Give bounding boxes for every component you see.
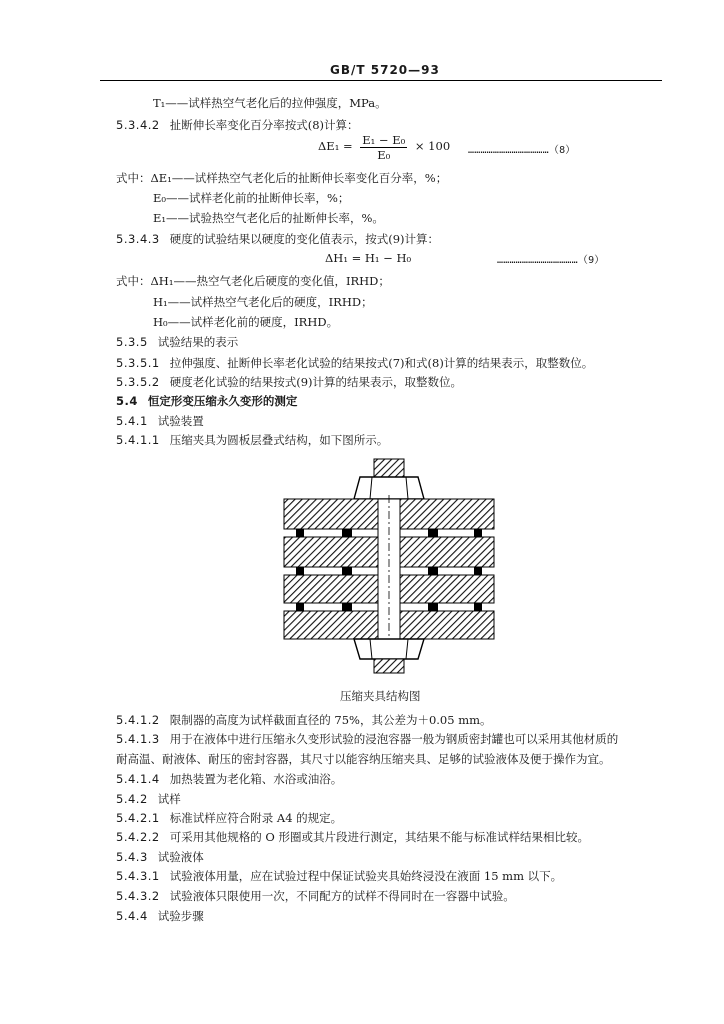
eq8-numerator: E₁ − E₀ <box>362 132 406 147</box>
section-number: 5.4.3.1 <box>116 869 160 883</box>
section-5-3-5 <box>116 334 238 350</box>
plate-2-right <box>400 537 494 567</box>
section-text: 试验步骤 <box>157 909 204 923</box>
plate-2-left <box>284 537 378 567</box>
section-text: 拉伸强度、扯断伸长率老化试验的结果按式(7)和式(8)计算的结果表示，取整数位。 <box>169 356 594 370</box>
where-h1: H₁——试样热空气老化后的硬度，IRHD； <box>153 295 373 309</box>
section-number: 5.4 <box>116 394 138 408</box>
section-number: 5.4.1.2 <box>116 713 160 727</box>
section-number: 5.4.2 <box>116 792 148 806</box>
section-text: 试样 <box>157 792 181 806</box>
where-delta-e1: 式中：ΔE₁——试样热空气老化后的扯断伸长率变化百分率，%； <box>116 171 448 185</box>
section-text: 硬度的试验结果以硬度的变化值表示，按式(9)计算： <box>169 232 440 246</box>
equation-9: ΔH₁ = H₁ − H₀ <box>325 251 412 265</box>
section-text: 加热装置为老化箱、水浴或油浴。 <box>169 772 343 786</box>
section-text: 试验装置 <box>157 414 204 428</box>
section-5-3-5-1 <box>116 355 593 371</box>
eq8-label: …………………………………（8） <box>468 145 576 156</box>
where-e1: E₁——试验热空气老化后的扯断伸长率，%。 <box>153 211 384 225</box>
eq8-fraction <box>360 133 407 162</box>
section-number: 5.3.4.2 <box>116 118 160 132</box>
section-number: 5.4.2.2 <box>116 830 160 844</box>
section-5-4-1 <box>116 413 204 429</box>
plate-1-right <box>400 499 494 529</box>
header-rule <box>100 80 662 81</box>
section-text: 硬度老化试验的结果按式(9)计算的结果表示，取整数位。 <box>169 375 463 389</box>
section-text: 用于在液体中进行压缩永久变形试验的浸泡容器一般为钢质密封罐也可以采用其他材质的 <box>169 732 619 746</box>
section-number: 5.4.3.2 <box>116 889 160 903</box>
section-5-4 <box>116 393 297 409</box>
section-5-4-2 <box>116 791 181 807</box>
section-number: 5.4.3 <box>116 850 148 864</box>
section-5-4-1-3 <box>116 731 618 747</box>
plate-4-right <box>400 611 494 639</box>
section-5-4-1-3-continued: 耐高温、耐液体、耐压的密封容器，其尺寸以能容纳压缩夹具、足够的试验液体及便于操作为宜。 <box>116 752 611 766</box>
plate-3-left <box>284 575 378 603</box>
page-header: GB/T 5720—93 <box>330 63 440 77</box>
equation-8 <box>318 131 450 162</box>
section-number: 5.3.5 <box>116 335 148 349</box>
section-5-4-3-2 <box>116 888 515 904</box>
where-h0: H₀——试样老化前的硬度，IRHD。 <box>153 315 339 329</box>
section-5-4-4 <box>116 908 204 924</box>
where-e0: E₀——试样老化前的扯断伸长率，%； <box>153 191 350 205</box>
section-number: 5.4.1.1 <box>116 433 160 447</box>
section-5-4-2-2 <box>116 829 589 845</box>
section-text: 扯断伸长率变化百分率按式(8)计算： <box>169 118 359 132</box>
section-text: 限制器的高度为试样截面直径的 75%，其公差为＋0.05 mm。 <box>169 713 492 727</box>
section-5-3-5-2 <box>116 374 462 390</box>
section-number: 5.4.4 <box>116 909 148 923</box>
section-5-4-3-1 <box>116 868 562 884</box>
section-5-4-2-1 <box>116 810 342 826</box>
plate-4-left <box>284 611 378 639</box>
section-number: 5.3.5.1 <box>116 356 160 370</box>
section-5-3-4-3 <box>116 231 439 247</box>
section-5-4-3 <box>116 849 204 865</box>
section-heading: 恒定形变压缩永久变形的测定 <box>147 394 298 408</box>
bolt-bottom-end <box>374 659 404 673</box>
plate-3-right <box>400 575 494 603</box>
where-delta-h1: 式中：ΔH₁——热空气老化后硬度的变化值，IRHD； <box>116 274 390 288</box>
section-5-4-1-4 <box>116 771 342 787</box>
bolt-top-end <box>374 459 404 477</box>
section-number: 5.4.1 <box>116 414 148 428</box>
section-text: 试验液体用量，应在试验过程中保证试验夹具始终浸没在液面 15 mm 以下。 <box>169 869 563 883</box>
section-number: 5.3.4.3 <box>116 232 160 246</box>
section-number: 5.4.1.3 <box>116 732 160 746</box>
eq9-label: …………………………………（9） <box>497 255 605 266</box>
eq8-tail: × 100 <box>414 139 451 153</box>
compression-clamp-figure <box>282 455 498 675</box>
section-text: 试验液体 <box>157 850 204 864</box>
t1-definition: T₁——试样热空气老化后的拉伸强度，MPa。 <box>153 96 387 110</box>
section-text: 可采用其他规格的 O 形圈或其片段进行测定，其结果不能与标准试样结果相比较。 <box>169 830 589 844</box>
bottom-nut <box>354 639 424 659</box>
eq8-lhs: ΔE₁ = <box>318 139 353 153</box>
section-text: 试验液体只限使用一次，不同配方的试样不得同时在一容器中试验。 <box>169 889 515 903</box>
eq8-denominator: E₀ <box>377 147 391 162</box>
figure-caption: 压缩夹具结构图 <box>340 689 421 703</box>
section-number: 5.3.5.2 <box>116 375 160 389</box>
plate-1-left <box>284 499 378 529</box>
section-number: 5.4.1.4 <box>116 772 160 786</box>
section-text: 压缩夹具为圆板层叠式结构，如下图所示。 <box>169 433 389 447</box>
section-5-4-1-1 <box>116 432 388 448</box>
section-text: 标准试样应符合附录 A4 的规定。 <box>169 811 343 825</box>
section-number: 5.4.2.1 <box>116 811 160 825</box>
section-5-4-1-2 <box>116 712 492 728</box>
section-text: 试验结果的表示 <box>157 335 239 349</box>
